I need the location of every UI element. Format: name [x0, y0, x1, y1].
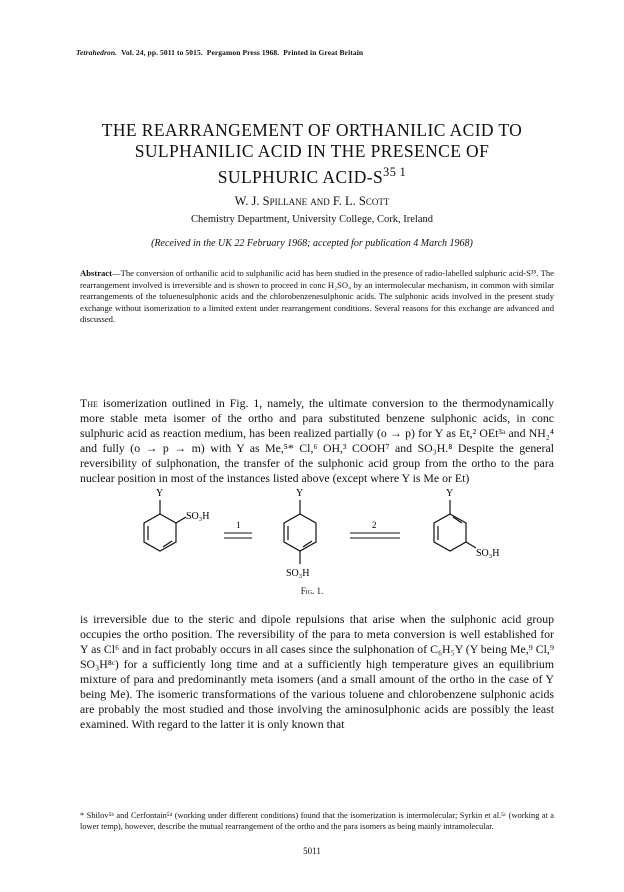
journal-printed: Printed in Great Britain: [283, 48, 364, 57]
title-superscript: 35 1: [383, 165, 407, 179]
footnote: * Shilov⁵ᵇ and Cerfontain⁵ᵈ (working under different conditions) found that the isomerization is intermolecular; Syrkin et al.⁵ᶜ (working at a lower temp), however, describe the mutual rearrangement of the ortho and the para isomers as being mainly intramolecular.: [80, 811, 554, 831]
figure-caption: Fig. 1.: [300, 586, 324, 596]
journal-citation: Vol. 24, pp. 5011 to 5015.: [121, 48, 203, 57]
meta-y-label: Y: [446, 488, 454, 499]
abstract-text: —The conversion of orthanilic acid to sulphanilic acid has been studied in the presence of radio-labelled sulphuric acid-S³⁵. The rearrangement involved is irreversible and is shown to proceed in conc H₂SO₄ by an intermolecular mechanism, in common with similar rearrangements of the toluenesulphonic acids and the chlorobenzenesulphonic acids. The sulphonic acids involved in the present study exchange without isomerization to a limited extent under rearrangement conditions. Several reasons for this exchange are advanced and discussed.: [80, 268, 554, 324]
title-line-2: SULPHANILIC ACID IN THE PRESENCE OF: [134, 141, 490, 161]
affiliation: Chemistry Department, University College, Cork, Ireland: [190, 214, 434, 225]
journal-publisher: Pergamon Press 1968.: [206, 48, 280, 57]
paragraph-2: is irreversible due to the steric and dipole repulsions that arise when the sulphonic acid group occupies the ortho position. The reversibility of the para to meta conversion is well established for Y as Cl⁶ and in fact probably occurs in all cases since the sulphonation of C₆H₅Y (Y being Me,⁹ Cl,⁹ SO₃H⁸ᶜ) for a sufficiently long time and at a sufficiently high temperature gives an equilibrium mixture of para and predominantly meta isomers (and a small amount of the ortho in the case of Y being Me). The isomeric transformations of the various toluene and chlorobenzene sulphonic acids are probably the most studied and those involving the aminosulphonic acids are possibly the least examined. With regard to the latter it is only known that: [80, 612, 554, 731]
para-y-label: Y: [296, 488, 304, 499]
title-line-3-text: SULPHURIC ACID-S: [217, 166, 384, 187]
abstract: [80, 268, 554, 326]
figure-1-scheme: [100, 486, 540, 596]
page-number: 5011: [303, 846, 321, 856]
paper-title: [60, 120, 564, 188]
ortho-so3h-label: SO₃H: [186, 511, 210, 522]
arrow-1-label: 1: [236, 520, 241, 530]
received-dates: (Received in the UK 22 February 1968; accepted for publication 4 March 1968): [151, 238, 473, 249]
ortho-y-label: Y: [156, 488, 164, 499]
authors: W. J. Spillane and F. L. Scott: [234, 194, 390, 208]
para-so3h-label: SO₃H: [286, 568, 310, 579]
title-line-1: THE REARRANGEMENT OF ORTHANILIC ACID TO: [101, 120, 523, 140]
arrow-2-label: 2: [372, 520, 377, 530]
paragraph-1-text: isomerization outlined in Fig. 1, namely, the ultimate conversion to the thermodynamically more stable meta isomer of the ortho and para substituted benzene sulphonic acids, in conc sulphuric acid as reaction medium, has been realized partially (o → p) for Y as Et,² OEt³ᵃ and NH₂⁴ and fully (o → p → m) with Y as Me,⁵* Cl,⁶ OH,³ COOH⁷ and SO₃H.⁸ Despite the general reversibility of sulphonation, the transfer of the sulphonic acid group from the ortho to the para nuclear position in most of the instances listed above (except where Y is Me or Et): [80, 396, 554, 485]
ortho-benzene-structure: [144, 500, 186, 551]
journal-header: [76, 48, 363, 57]
abstract-label: Abstract: [80, 268, 112, 278]
meta-benzene-structure: [434, 500, 476, 551]
journal-name: Tetrahedron.: [76, 48, 118, 57]
title-line-3: [60, 162, 564, 188]
para-benzene-structure: [284, 500, 316, 564]
paragraph-1: [80, 396, 554, 486]
meta-so3h-label: SO₃H: [476, 548, 500, 559]
paragraph-1-lead: The: [80, 396, 98, 410]
